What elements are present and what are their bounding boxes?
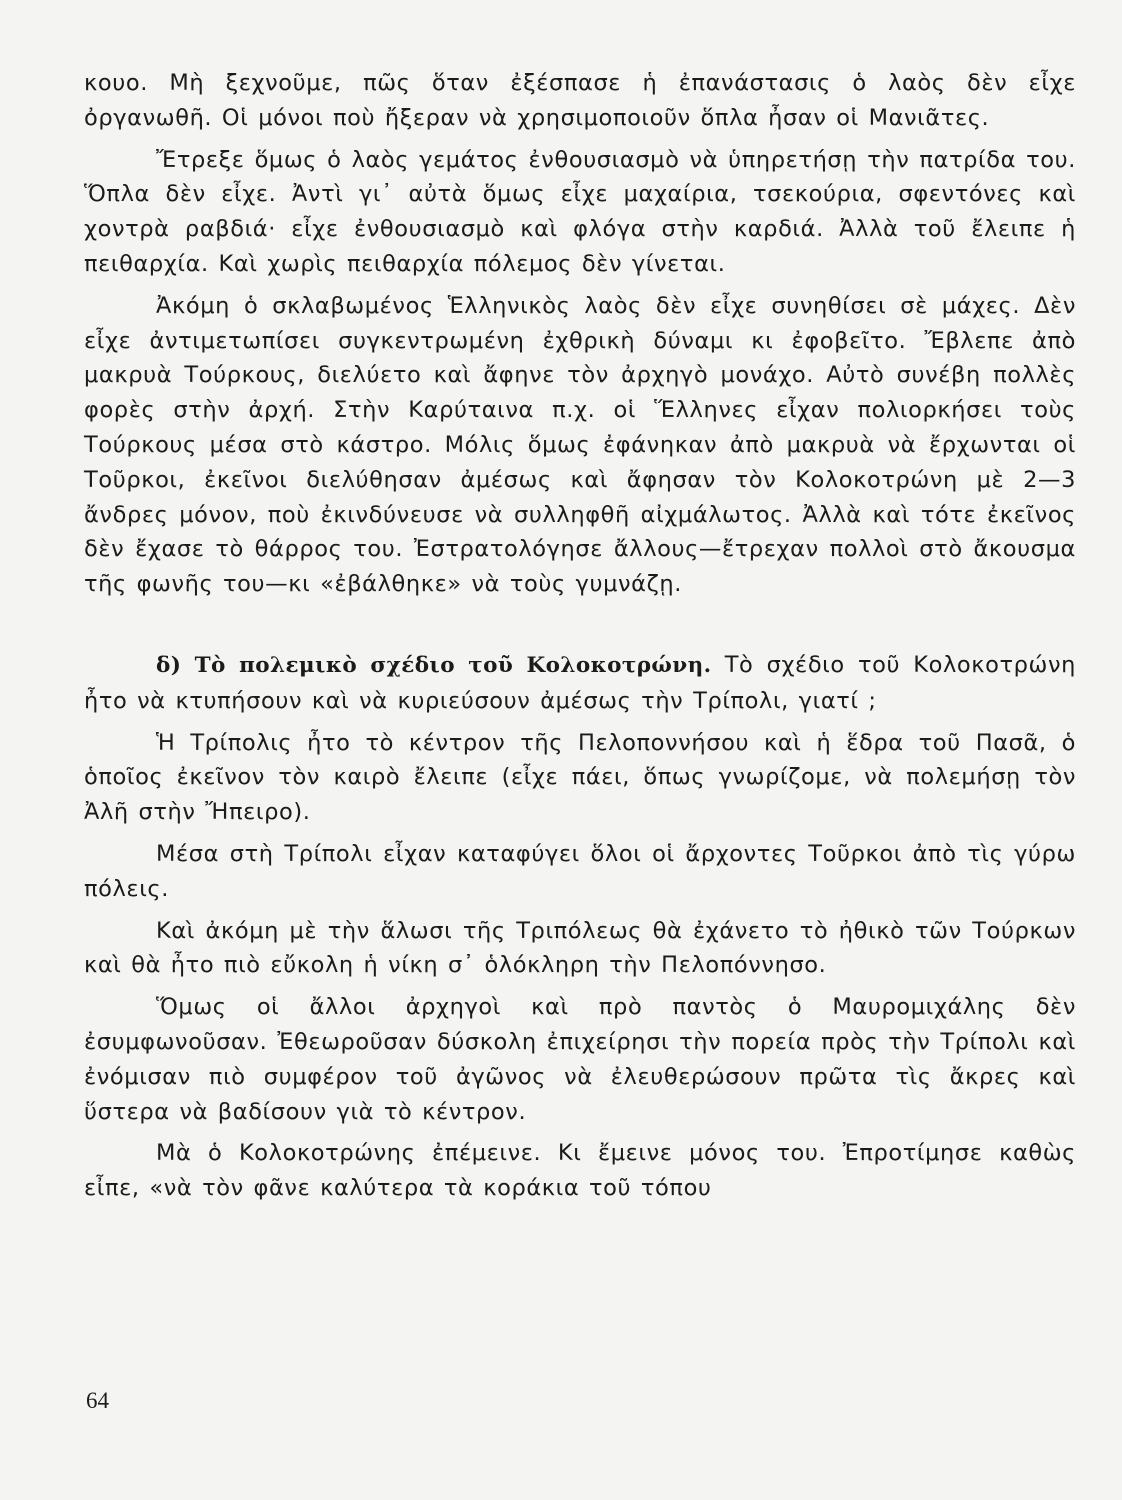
page-number: 64 — [86, 1388, 109, 1413]
body-text — [84, 66, 1076, 1206]
paragraph: Ἔτρεξε ὅμως ὁ λαὸς γεμάτος ἐνθουσιασμὸ νὰ ὑπηρετήσῃ τὴν πατρίδα του. Ὅπλα δὲν εἶχε. Ἀντὶ γι᾽ αὐτὰ ὅμως εἶχε μαχαίρια, τσεκούρια, σφεντόνες καὶ χοντρὰ ραβδιά· εἶχε ἐνθουσιασμὸ καὶ φλόγα στὴν καρδιά. Ἀλλὰ τοῦ ἔλειπε ἡ πειθαρχία. Καὶ χωρὶς πειθαρχία πόλεμος δὲν γίνεται. — [84, 146, 1076, 277]
paragraph: Ἡ Τρίπολις ἦτο τὸ κέντρον τῆς Πελοποννήσου καὶ ἡ ἕδρα τοῦ Πασᾶ, ὁ ὁποῖος ἐκεῖνον τὸν καιρὸ ἔλειπε (εἶχε πάει, ὅπως γνωρίζομε, νὰ πολεμήσῃ τὸν Ἀλῆ στὴν Ἤπειρο). — [84, 729, 1076, 826]
section-lead-text: Τὸ σχέδιο τοῦ Κολοκοτρώνη ἦτο νὰ κτυπήσουν καὶ νὰ κυριεύσουν ἀμέσως τὴν Τρίπολι, γιατί ; — [84, 651, 1076, 714]
section-heading: δ) Τὸ πολεμικὸ σχέδιο τοῦ Κολοκοτρώνη. — [156, 652, 712, 678]
paragraph: Μὰ ὁ Κολοκοτρώνης ἐπέμεινε. Κι ἔμεινε μόνος του. Ἐπροτίμησε καθὼς εἶπε, «νὰ τὸν φᾶνε καλύτερα τὰ κοράκια τοῦ τόπου — [84, 1140, 1076, 1202]
paragraph: Ὅμως οἱ ἄλλοι ἀρχηγοὶ καὶ πρὸ παντὸς ὁ Μαυρομιχάλης δὲν ἐσυμφωνοῦσαν. Ἐθεωροῦσαν δύσκολη ἐπιχείρησι τὴν πορεία πρὸς τὴν Τρίπολι καὶ ἐνόμισαν πιὸ συμφέρον τοῦ ἀγῶνος νὰ ἐλευθερώσουν πρῶτα τὶς ἄκρες καὶ ὕστερα νὰ βαδίσουν γιὰ τὸ κέντρον. — [84, 994, 1076, 1125]
section-paragraph — [84, 648, 1076, 719]
paragraph: Μέσα στὴ Τρίπολι εἶχαν καταφύγει ὅλοι οἱ ἄρχοντες Τοῦρκοι ἀπὸ τὶς γύρω πόλεις. — [84, 840, 1076, 902]
paragraph: κουο. Μὴ ξεχνοῦμε, πῶς ὅταν ἐξέσπασε ἡ ἐπανάστασις ὁ λαὸς δὲν εἶχε ὀργανωθῆ. Οἱ μόνοι ποὺ ἤξεραν νὰ χρησιμοποιοῦν ὅπλα ἦσαν οἱ Μανιᾶτες. — [84, 70, 1076, 131]
paragraph: Ἀκόμη ὁ σκλαβωμένος Ἑλληνικὸς λαὸς δὲν εἶχε συνηθίσει σὲ μάχες. Δὲν εἶχε ἀντιμετωπίσει συγκεντρωμένη ἐχθρικὴ δύναμι κι ἐφοβεῖτο. Ἔβλεπε ἀπὸ μακρυὰ Τούρκους, διελύετο καὶ ἄφηνε τὸν ἀρχηγὸ μονάχο. Αὐτὸ συνέβη πολλὲς φορὲς στὴν ἀρχή. Στὴν Καρύταινα π.χ. οἱ Ἕλληνες εἶχαν πολιορκήσει τοὺς Τούρκους μέσα στὸ κάστρο. Μόλις ὅμως ἐφάνηκαν ἀπὸ μακρυὰ νὰ ἔρχωνται οἱ Τοῦρκοι, ἐκεῖνοι διελύθησαν ἀμέσως καὶ ἄφησαν τὸν Κολοκοτρώνη μὲ 2—3 ἄνδρες μόνον, ποὺ ἐκινδύνευσε νὰ συλληφθῆ αἰχμάλωτος. Ἀλλὰ καὶ τότε ἐκεῖνος δὲν ἔχασε τὸ θάρρος του. Ἐστρατολόγησε ἄλλους—ἔτρεχαν πολλοὶ στὸ ἄκουσμα τῆς φωνῆς του—κι «ἐβάλθηκε» νὰ τοὺς γυμνάζῃ. — [84, 292, 1076, 598]
paragraph: Καὶ ἀκόμη μὲ τὴν ἅλωσι τῆς Τριπόλεως θὰ ἐχάνετο τὸ ἠθικὸ τῶν Τούρκων καὶ θὰ ἦτο πιὸ εὔκολη ἡ νίκη σ᾽ ὁλόκληρη τὴν Πελοπόννησο. — [84, 917, 1076, 979]
